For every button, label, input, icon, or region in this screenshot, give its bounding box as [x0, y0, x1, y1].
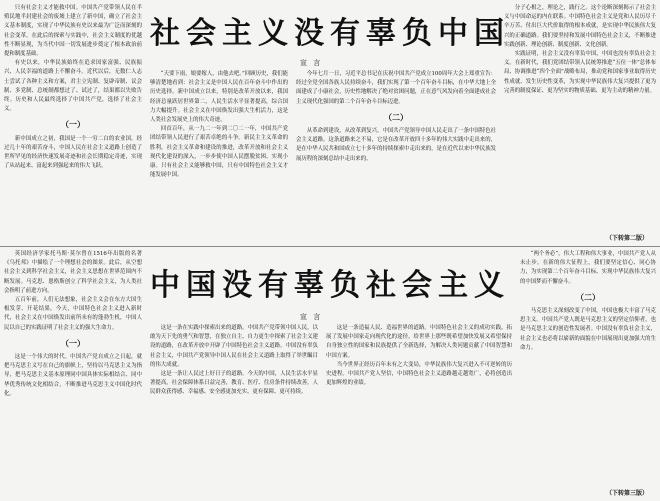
paragraph: 马克思主义深刻改变了中国，中国也极大丰富了马克思主义。中国共产党人既是马克思主义的坚定信仰者，也是马克思主义的创造性发展者。中国没有辜负社会主义，社会主义也必将以崭新的面貌在中国展现出更加强大的生命力。: [520, 308, 656, 351]
section-heading: （二）: [384, 112, 408, 122]
paragraph: “天要下雨，娘要嫁人，由他去吧。”回顾历史，我们能够清楚地看到：社会主义是中国人民在百年奋斗中作出的历史选择。新中国成立以来，特别是改革开放以来，我国经济总量跃居世界第二，人民生活水平显著提高，综合国力大幅提升。社会主义在中国焕发出强大生机活力，这是人类社会发展史上的伟大奇迹。: [150, 71, 288, 124]
section-heading: （一）: [61, 338, 85, 348]
paragraph: 五百年前，人们无法想象，社会主义会在东方大国生根发芽、开花结果。今天，中国特色社会主义进入新时代，社会主义在中国焕发出前所未有的蓬勃生机，中国人民以自己的实践证明了社会主义的强大生命力。: [4, 297, 142, 331]
paragraph: 当今世界正经历百年未有之大变局，中华民族伟大复兴进入不可逆转的历史进程。中国共产党人坚信，中国特色社会主义道路越走越宽广，必将创造出更加辉煌的业绩。: [326, 361, 512, 387]
top-article-right-column: [296, 70, 496, 240]
bottom-article: [0, 248, 660, 501]
bottom-article-middle-column: [150, 324, 318, 496]
top-article-far-right-column: [504, 4, 656, 228]
paragraph: 只有社会主义才能救中国。中国共产党带领人民在半殖民地半封建社会的废墟上建立了新中国，确立了社会主义基本制度，实现了中华民族有史以来最为广泛而深刻的社会变革。在此后的探索与实践中，社会主义制度的优越性不断显现，为当代中国一切发展进步奠定了根本政治前提和制度基础。: [4, 5, 142, 58]
top-article-left-column: [4, 4, 142, 240]
paragraph: 分子心相之，理论之，践行之。这个论断深刻揭示了社会主义与中国命运的内在联系。中国特色社会主义是党和人民历尽千辛万苦、付出巨大代价取得的根本成就，是实现中华民族伟大复兴的正确道路。我们要坚持和发展中国特色社会主义，不断推进实践创新、理论创新、制度创新、文化创新。: [504, 5, 656, 48]
top-article-middle-column: [150, 70, 288, 240]
top-article-byline: 宣 言: [300, 59, 323, 67]
paragraph: 这是一条在实践中探索出来的道路。中国共产党带领中国人民，以敢为天下先的勇气和智慧，在独立自主、自力更生中探索了社会主义建设的道路，在改革开放中开辟了中国特色社会主义道路。中国没有辜负社会主义，中国共产党领导中国人民在社会主义道路上取得了举世瞩目的伟大成就。: [150, 325, 318, 368]
bottom-article-far-right-column: [520, 250, 656, 484]
bottom-article-left-column: [4, 250, 142, 496]
bottom-article-byline: 宣 言: [300, 313, 323, 321]
article-divider: [0, 246, 660, 247]
paragraph: 有史以来，中华民族始终在追求国家富强、民族振兴、人民幸福的道路上不懈奋斗。近代以后，无数仁人志士尝试了各种主义和方案，君主立宪制、复辟帝制、议会制、多党制、总统制都想过了、试过了，结果都以失败告终。历史和人民最终选择了中国共产党，选择了社会主义。: [4, 60, 142, 113]
continued-label: （下转第二版）: [606, 235, 649, 242]
bottom-article-right-column: [326, 324, 512, 496]
paragraph: 实践证明，社会主义没有辜负中国，中国也没有辜负社会主义。在新时代，我们党团结带领人民统筹推进“五位一体”总体布局、协调推进“四个全面”战略布局，推动党和国家事业取得历史性成就、发生历史性变革，为实现中华民族伟大复兴提供了更为完善的制度保证、更为坚实的物质基础、更为主动的精神力量。: [504, 51, 656, 94]
paragraph: 新中国成立之初，我国是一个一穷二白的农业国。经过几十年的艰苦奋斗，中国人民在社会主义道路上创造了世所罕见的经济快速发展奇迹和社会长期稳定奇迹，实现了从站起来、富起来到强起来的伟大飞跃。: [4, 135, 142, 170]
top-article: [0, 0, 660, 245]
paragraph: 这是一个伟大的时代。中国共产党自成立之日起，就把马克思主义写在自己的旗帜上，坚持以马克思主义为指导，把马克思主义基本原理同中国具体实际相结合、同中华优秀传统文化相结合，不断推进马克思主义中国化时代化。: [4, 354, 142, 397]
section-heading: （一）: [61, 120, 85, 130]
top-article-title: 社会主义没有辜负中国: [150, 16, 510, 51]
paragraph: 从革命到建设，从改革到复兴，中国共产党领导中国人民走出了一条中国特色社会主义道路。这条道路来之不易，它是在改革开放四十多年的伟大实践中走出来的，是在中华人民共和国成立七十多年的持续探索中走出来的，是在近代以来中华民族发展历程的深刻总结中走出来的。: [296, 128, 496, 162]
bottom-article-title: 中国没有辜负社会主义: [150, 268, 510, 303]
paragraph: 回首百年，从一九二一年到二〇二一年，中国共产党团结带领人民进行了艰苦卓绝的斗争。新民主主义革命的胜利，社会主义革命和建设的推进，改革开放和社会主义现代化建设的深入，一步步使中国人民摆脱贫困、实现小康。只有社会主义能够救中国，只有中国特色社会主义才能发展中国。: [150, 126, 288, 179]
section-heading: （二）: [576, 292, 600, 302]
paragraph: 这是一条造福人民、造福世界的道路。中国特色社会主义的成功实践，拓展了发展中国家走向现代化的途径，给世界上那些既希望加快发展又希望保持自身独立性的国家和民族提供了全新选择，为解决人类问题贡献了中国智慧和中国方案。: [326, 325, 512, 359]
paragraph: 这是一条让人民过上好日子的道路。今天的中国，人民生活水平显著提高，社会保障体系日益完善，教育、医疗、住房条件持续改善，人民群众获得感、幸福感、安全感更加充实、更有保障、更可持续。: [150, 371, 318, 396]
paragraph: 今年七月一日，习近平总书记在庆祝中国共产党成立100周年大会上郑重宣告：经过全党全国各族人民持续奋斗，我们实现了第一个百年奋斗目标，在中华大地上全面建成了小康社会，历史性地解决了绝对贫困问题，正在意气风发向着全面建成社会主义现代化强国的第二个百年奋斗目标迈进。: [296, 71, 496, 105]
paragraph: 英国经济学家托马斯·莫尔曾在1516年出版的名著《乌托邦》中描绘了一个理想社会的图景。此后，从空想社会主义到科学社会主义，社会主义思想在世界范围内不断发展。马克思、恩格斯创立了科学社会主义，为人类社会指明了前进方向。: [4, 251, 142, 294]
continued-label: （下转第三版）: [606, 490, 649, 497]
paragraph: “两个务必”，伟大工程和伟大事业，中国共产党人从未止步。在新的伟大征程上，我们要坚定信心、同心协力，为实现第二个百年奋斗目标、实现中华民族伟大复兴的中国梦而不懈奋斗。: [520, 251, 656, 285]
